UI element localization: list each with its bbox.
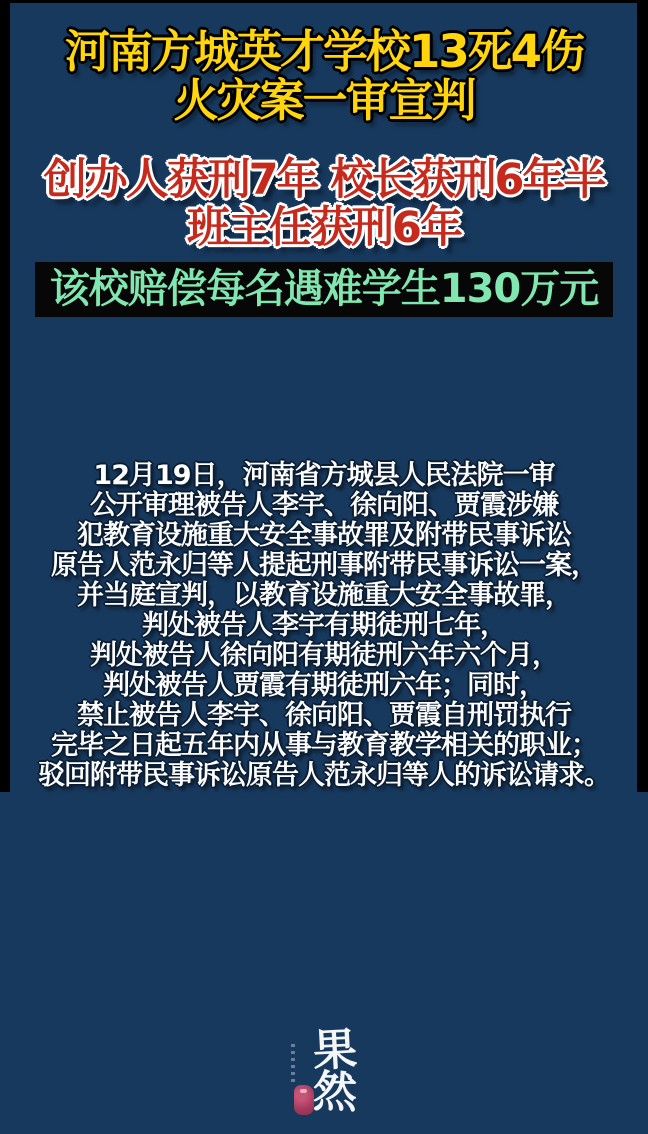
body-line: 12月19日，河南省方城县人民法院一审 (93, 460, 555, 491)
subheadline-line-2: 班主任获刑6年 (187, 203, 461, 253)
logo-character-1: 果 (311, 1023, 359, 1078)
headline (0, 27, 648, 125)
body-line: 禁止被告人李宇、徐向阳、贾霞自刑罚执行 (77, 700, 571, 731)
body-line: 公开审理被告人李宇、徐向阳、贾霞涉嫌 (90, 490, 558, 521)
subheadline (0, 156, 648, 252)
logo-character-2: 然 (312, 1066, 358, 1119)
body-line: 驳回附带民事诉讼原告人范永归等人的诉讼请求。 (38, 760, 610, 791)
headline-line-2: 火灾案一审宣判 (173, 74, 475, 127)
headline-line-1: 河南方城英才学校13死4伤 (65, 25, 583, 78)
body-line: 判处被告人贾霞有期徒刑六年；同时， (103, 670, 545, 701)
letterbox-top (0, 0, 648, 3)
body-line: 判处被告人徐向阳有期徒刑六年六个月， (90, 640, 558, 671)
logo-microtext-column (291, 1044, 295, 1086)
body-line: 原告人范永归等人提起刑事附带民事诉讼一案， (51, 550, 597, 581)
body-line: 判处被告人李宇有期徒刑七年， (142, 610, 506, 641)
subheadline-line-1: 创办人获刑7年 校长获刑6年半 (43, 155, 605, 205)
guoran-logo (269, 1023, 379, 1126)
compensation-banner: 该校赔偿每名遇难学生130万元 (35, 262, 614, 317)
body-line: 完毕之日起五年内从事与教育教学相关的职业； (51, 730, 597, 761)
compensation-banner-row (0, 262, 648, 317)
body-line: 并当庭宣判，以教育设施重大安全事故罪， (77, 580, 571, 611)
body-line: 犯教育设施重大安全事故罪及附带民事诉讼 (77, 520, 571, 551)
body-paragraph (0, 461, 648, 791)
